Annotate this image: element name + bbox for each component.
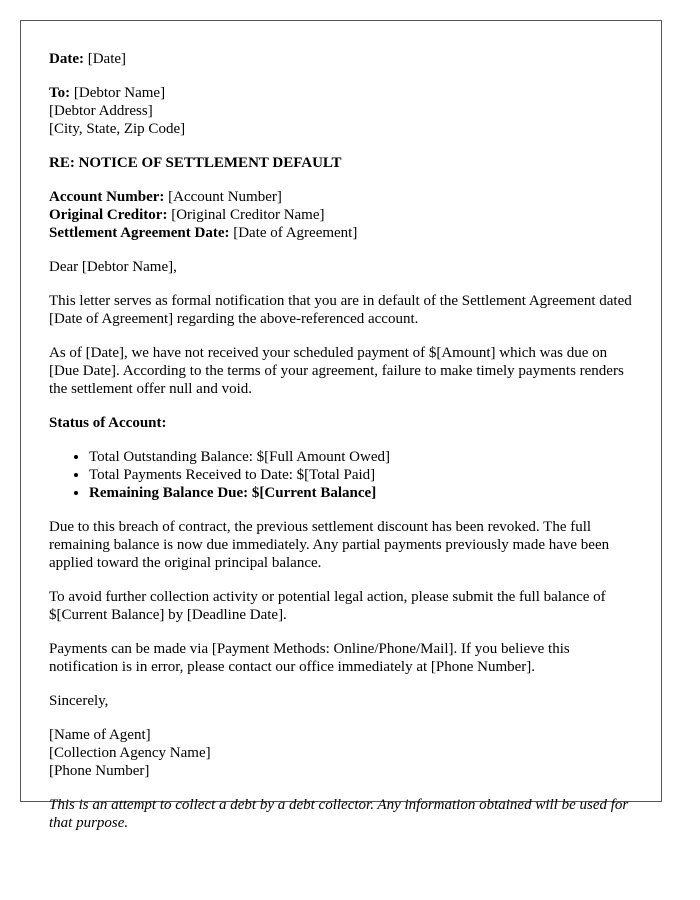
letter-content [49, 50, 639, 832]
debtor-address: [Debtor Address] [49, 103, 153, 119]
re-line [49, 154, 639, 172]
date-value: [Date] [83, 51, 127, 67]
re-line-text: RE: NOTICE OF SETTLEMENT DEFAULT [49, 155, 342, 171]
debtor-city: [City, State, Zip Code] [49, 121, 186, 137]
status-heading-text: Status of Account: [49, 415, 167, 431]
account-number-value: [Account Number] [164, 189, 282, 205]
paragraph-breach: Due to this breach of contract, the previous settlement discount has been revoked. The full remaining balance is now due immediately. Any partial payments previously made have been applied toward the original principal balance. [49, 519, 610, 571]
account-number-label: Account Number: [49, 189, 165, 205]
date-label: Date: [49, 51, 84, 67]
signature-block [49, 726, 639, 780]
debt-collector-disclaimer: This is an attempt to collect a debt by a debt collector. Any information obtained will be used for that purpose. [49, 797, 629, 831]
status-item-remaining-text: Remaining Balance Due: $[Current Balance] [89, 485, 377, 501]
agreement-date-line [49, 224, 639, 242]
status-item-payments: • Total Payments Received to Date: $[Total Paid] [89, 466, 639, 484]
letter-page [20, 20, 662, 831]
closing: Sincerely, [49, 693, 109, 709]
account-number-line [49, 188, 639, 206]
status-heading [49, 414, 639, 432]
creditor-line [49, 206, 639, 224]
paragraph-avoid-action: To avoid further collection activity or potential legal action, please submit the full balance of $[Current Balance] by [Deadline Date]. [49, 589, 606, 623]
paragraph-payment-methods: Payments can be made via [Payment Methods: Online/Phone/Mail]. If you believe this notification is in error, please contact our office immediately at [Phone Number]. [49, 641, 570, 675]
creditor-label: Original Creditor: [49, 207, 168, 223]
recipient-block [49, 84, 639, 138]
agent-name: [Name of Agent] [49, 727, 151, 743]
creditor-value: [Original Creditor Name] [167, 207, 325, 223]
paragraph-default-notice: This letter serves as formal notification that you are in default of the Settlement Agreement dated [Date of Agreement] regarding the above-referenced account. [49, 293, 632, 327]
status-item-remaining [89, 484, 639, 502]
salutation: Dear [Debtor Name], [49, 259, 177, 275]
status-list [49, 448, 639, 502]
agency-name: [Collection Agency Name] [49, 745, 211, 761]
recipient-name-line [49, 84, 639, 102]
account-details [49, 188, 639, 242]
status-item-outstanding: • Total Outstanding Balance: $[Full Amount Owed] [89, 448, 639, 466]
agency-phone: [Phone Number] [49, 763, 150, 779]
date-line [49, 50, 639, 68]
to-label: To: [49, 85, 71, 101]
agreement-date-label: Settlement Agreement Date: [49, 225, 230, 241]
paragraph-missed-payment: As of [Date], we have not received your scheduled payment of $[Amount] which was due on [Due Date]. According to the terms of your agreement, failure to make timely payments renders the settlement offer null and void. [49, 345, 624, 397]
debtor-name: [Debtor Name] [70, 85, 166, 101]
agreement-date-value: [Date of Agreement] [229, 225, 358, 241]
